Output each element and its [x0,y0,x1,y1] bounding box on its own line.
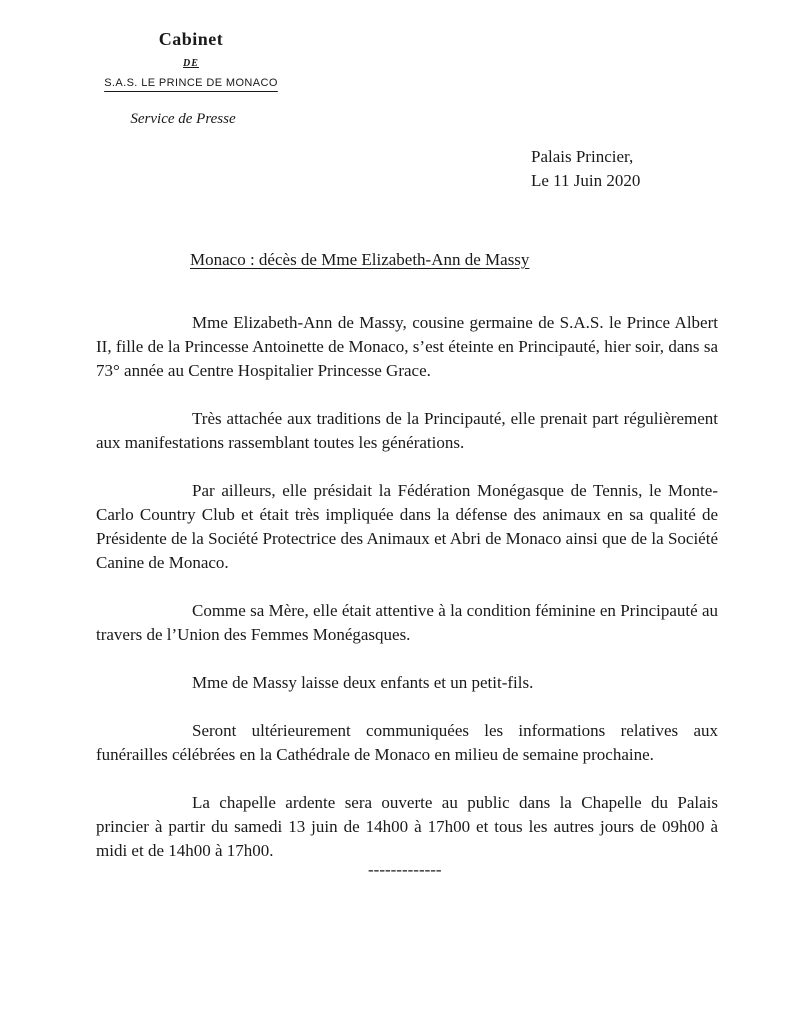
paragraph-women-union: Comme sa Mère, elle était attentive à la condition féminine en Principauté au travers de l’Union des Femmes Monégasques. [96,601,718,644]
letterhead-service: Service de Presse [130,111,236,127]
subject-title: Monaco : décès de Mme Elizabeth-Ann de Massy [190,250,530,269]
date-block [531,145,640,193]
end-separator: ------------- [368,860,442,879]
letterhead [96,28,286,128]
date-line: Le 11 Juin 2020 [531,171,641,190]
letterhead-prince: S.A.S. LE PRINCE DE MONACO [104,77,278,89]
paragraph-federations: Par ailleurs, elle présidait la Fédération Monégasque de Tennis, le Monte-Carlo Country Club et était très impliquée dans la défense des animaux en sa qualité de Présidente de la Société Protectrice des Animaux et Abri de Monaco ainsi que de la Société Canine de Monaco. [96,481,718,572]
paragraph-family: Mme de Massy laisse deux enfants et un petit-fils. [192,673,534,692]
paragraph-announcement: Mme Elizabeth-Ann de Massy, cousine germaine de S.A.S. le Prince Albert II, fille de la Princesse Antoinette de Monaco, s’est éteinte en Principauté, hier soir, dans sa 73° année au Centre Hospitalier Princesse Grace. [96,313,718,380]
body-text [96,311,718,887]
paragraph-funeral: Seront ultérieurement communiquées les informations relatives aux funérailles célébrées en la Cathédrale de Monaco en milieu de semaine prochaine. [96,721,718,764]
paragraph-traditions: Très attachée aux traditions de la Principauté, elle prenait part régulièrement aux manifestations rassemblant toutes les générations. [96,409,718,452]
letterhead-cabinet: Cabinet [158,29,224,49]
paragraph-chapel: La chapelle ardente sera ouverte au public dans la Chapelle du Palais princier à partir du samedi 13 juin de 14h00 à 17h00 et tous les autres jours de 09h00 à midi et de 14h00 à 17h00. [96,793,718,860]
date-place: Palais Princier, [531,147,634,166]
letterhead-de: DE [183,58,199,69]
